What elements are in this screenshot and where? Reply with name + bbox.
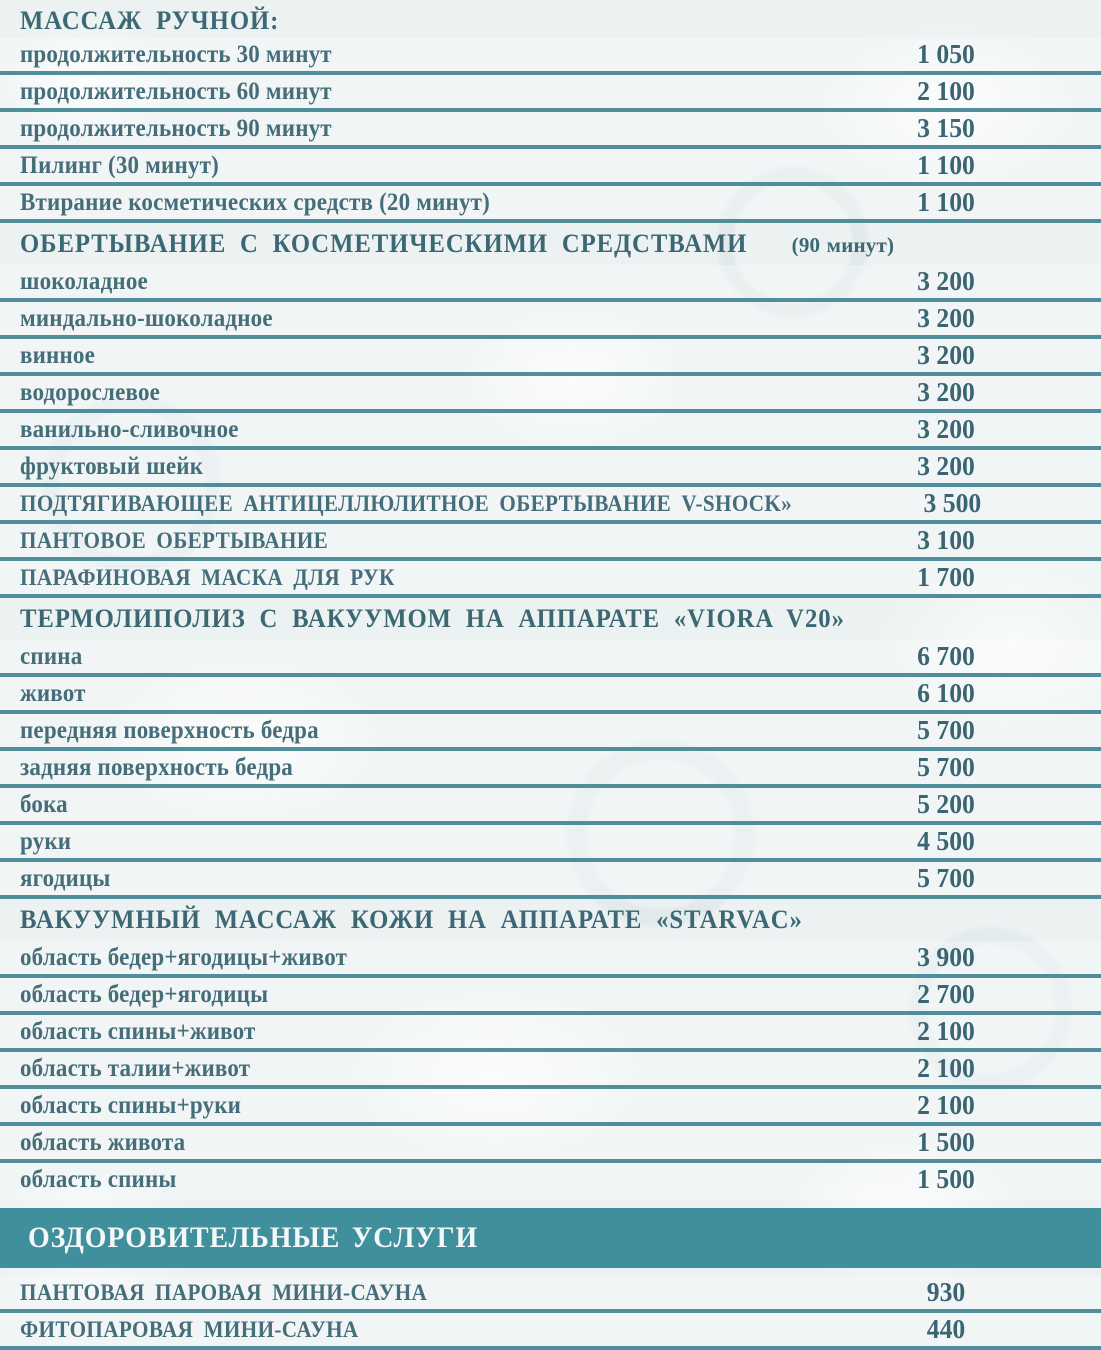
price-row [0, 941, 1101, 978]
price-row [0, 1276, 1101, 1313]
section-header [0, 899, 1101, 941]
service-label: живот [20, 679, 86, 707]
price-row [0, 825, 1101, 862]
price-row [0, 302, 1101, 339]
service-price: 3 200 [917, 414, 975, 444]
service-price: 3 150 [917, 113, 975, 143]
price-row [0, 751, 1101, 788]
service-label: область спины+руки [20, 1091, 242, 1119]
service-price: 930 [926, 1277, 966, 1307]
section-title: ОБЕРТЫВАНИЕ С КОСМЕТИЧЕСКИМИ СРЕДСТВАМИ [20, 229, 748, 258]
service-label: руки [20, 827, 72, 855]
service-price: 1 500 [917, 1127, 975, 1157]
service-label: винное [20, 341, 95, 369]
service-label: бока [20, 790, 68, 818]
section-header [0, 223, 1101, 265]
service-label: область бедер+ягодицы [20, 980, 269, 1008]
price-row [0, 1313, 1101, 1350]
service-label: водорослевое [20, 378, 161, 406]
service-label: область бедер+ягодицы+живот [20, 943, 348, 971]
price-row [0, 640, 1101, 677]
service-price: 2 100 [917, 1016, 975, 1046]
service-price: 5 700 [917, 752, 975, 782]
service-label: передняя поверхность бедра [20, 716, 319, 744]
section-header [0, 598, 1101, 640]
section-header [0, 0, 1101, 38]
service-price: 4 500 [917, 826, 975, 856]
price-row [0, 339, 1101, 376]
price-row [0, 1163, 1101, 1200]
service-price: 6 700 [917, 641, 975, 671]
service-label: ягодицы [20, 864, 111, 892]
service-price: 3 500 [923, 488, 982, 518]
price-row [0, 1126, 1101, 1163]
price-row [0, 524, 1101, 561]
service-price: 2 100 [917, 1090, 975, 1120]
service-label: ФИТОПАРОВАЯ МИНИ-САУНА [20, 1316, 359, 1342]
service-price: 3 900 [917, 942, 975, 972]
service-label: Втирание косметических средств (20 минут) [20, 188, 490, 216]
service-label: миндально-шоколадное [20, 304, 273, 332]
service-label: ванильно-сливочное [20, 415, 239, 443]
service-label: задняя поверхность бедра [20, 753, 293, 781]
section-title: МАССАЖ РУЧНОЙ: [20, 6, 280, 35]
price-row [0, 1089, 1101, 1126]
rows-group [0, 640, 1101, 899]
service-price: 3 200 [917, 303, 975, 333]
service-price: 3 200 [917, 451, 975, 481]
rows-group [0, 941, 1101, 1200]
price-row [0, 112, 1101, 149]
price-row [0, 450, 1101, 487]
service-price: 1 050 [917, 39, 975, 69]
price-row [0, 149, 1101, 186]
service-label: область живота [20, 1128, 186, 1156]
service-price: 1 100 [917, 187, 975, 217]
service-price: 1 500 [917, 1164, 975, 1194]
service-label: ПОДТЯГИВАЮЩЕЕ АНТИЦЕЛЛЮЛИТНОЕ ОБЕРТЫВАНИЕ V-SHOCK» [20, 490, 793, 516]
price-row [0, 714, 1101, 751]
service-label: область талии+живот [20, 1054, 251, 1082]
service-label: ПАНТОВАЯ ПАРОВАЯ МИНИ-САУНА [20, 1279, 428, 1305]
price-row [0, 38, 1101, 75]
band-header [0, 1208, 1101, 1268]
service-label: область спины [20, 1165, 177, 1193]
rows-group [0, 265, 1101, 598]
service-price: 2 100 [917, 1053, 975, 1083]
service-label: продолжительность 60 минут [20, 77, 332, 105]
service-price: 5 200 [917, 789, 975, 819]
price-row [0, 788, 1101, 825]
price-row [0, 561, 1101, 598]
price-row [0, 75, 1101, 112]
service-label: Пилинг (30 минут) [20, 151, 219, 179]
service-price: 3 200 [917, 340, 975, 370]
price-row [0, 186, 1101, 223]
service-price: 3 100 [917, 525, 975, 555]
service-price: 6 100 [917, 678, 975, 708]
band-header-title: ОЗДОРОВИТЕЛЬНЫЕ УСЛУГИ [28, 1221, 479, 1254]
section-title: ТЕРМОЛИПОЛИЗ С ВАКУУМОМ НА АППАРАТЕ «VIORA V20» [20, 604, 845, 633]
price-row [0, 1015, 1101, 1052]
service-price: 2 700 [917, 979, 975, 1009]
service-label: ПАНТОВОЕ ОБЕРТЫВАНИЕ [20, 527, 329, 553]
rows-group [0, 38, 1101, 223]
service-price: 3 200 [917, 377, 975, 407]
price-row [0, 487, 1101, 524]
service-price: 1 700 [917, 562, 975, 592]
service-label: фруктовый шейк [20, 452, 204, 480]
price-row [0, 677, 1101, 714]
section-title: ВАКУУМНЫЙ МАССАЖ КОЖИ НА АППАРАТЕ «STARVAC» [20, 905, 803, 934]
price-row [0, 1052, 1101, 1089]
service-label: область спины+живот [20, 1017, 256, 1045]
section-title-suffix: (90 минут) [791, 232, 895, 257]
price-row [0, 265, 1101, 302]
price-row [0, 978, 1101, 1015]
service-price: 3 200 [917, 266, 975, 296]
service-label: ПАРАФИНОВАЯ МАСКА ДЛЯ РУК [20, 564, 395, 590]
service-price: 5 700 [917, 863, 975, 893]
service-label: спина [20, 642, 83, 670]
service-label: шоколадное [20, 267, 148, 295]
service-price: 2 100 [917, 76, 975, 106]
price-row [0, 862, 1101, 899]
service-label: продолжительность 30 минут [20, 40, 332, 68]
service-price: 5 700 [917, 715, 975, 745]
rows-group [0, 1276, 1101, 1350]
service-label: продолжительность 90 минут [20, 114, 332, 142]
service-price: 1 100 [917, 150, 975, 180]
price-row [0, 376, 1101, 413]
price-row [0, 413, 1101, 450]
service-price: 440 [926, 1314, 966, 1344]
